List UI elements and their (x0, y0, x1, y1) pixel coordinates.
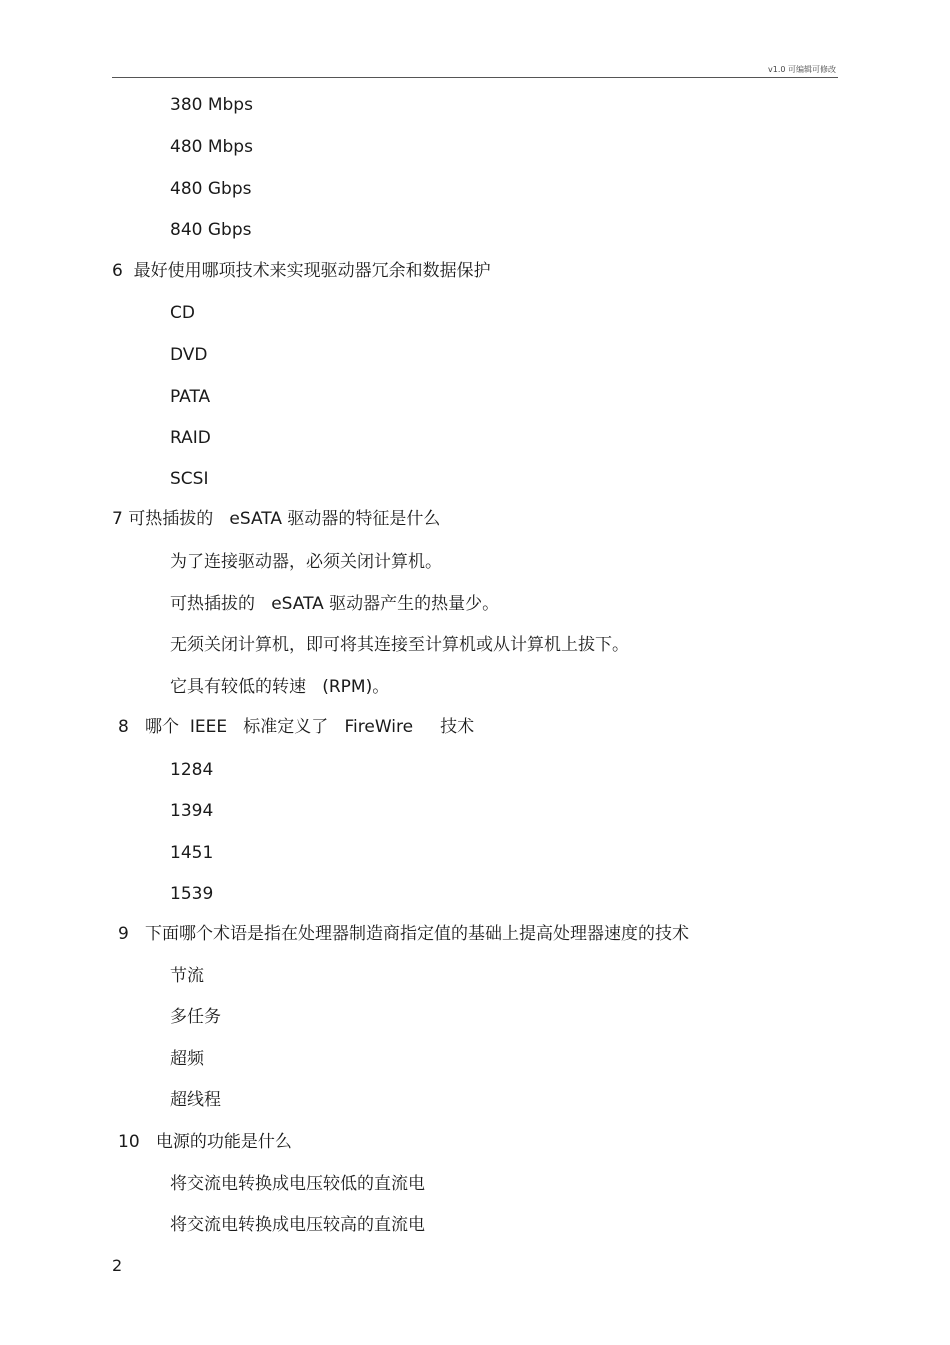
option-1284: 1284 (170, 760, 214, 780)
option-380-mbps: 380 Mbps (170, 95, 253, 115)
page-number: 2 (112, 1256, 123, 1275)
option-840-gbps: 840 Gbps (170, 220, 252, 240)
option-multitasking: 多任务 (170, 1007, 221, 1027)
option-throttling: 节流 (170, 966, 204, 986)
option-pata: PATA (170, 387, 211, 407)
option-7d: 它具有较低的转速 (RPM)。 (170, 677, 390, 697)
option-480-mbps: 480 Mbps (170, 137, 253, 157)
question-8: 8 哪个 IEEE 标准定义了 FireWire 技术 (118, 717, 475, 737)
option-10a: 将交流电转换成电压较低的直流电 (170, 1174, 425, 1194)
option-1451: 1451 (170, 843, 214, 863)
option-dvd: DVD (170, 345, 208, 365)
option-overclocking: 超频 (170, 1049, 204, 1069)
question-6: 6 最好使用哪项技术来实现驱动器冗余和数据保护 (112, 261, 491, 281)
question-9: 9 下面哪个术语是指在处理器制造商指定值的基础上提高处理器速度的技术 (118, 924, 690, 944)
question-10: 10 电源的功能是什么 (118, 1132, 292, 1152)
option-scsi: SCSI (170, 469, 209, 489)
header-version-text: v1.0 可编辑可修改 (768, 65, 836, 74)
option-raid: RAID (170, 428, 211, 448)
option-cd: CD (170, 303, 195, 323)
option-1539: 1539 (170, 884, 214, 904)
option-1394: 1394 (170, 801, 214, 821)
option-480-gbps: 480 Gbps (170, 179, 252, 199)
option-10b: 将交流电转换成电压较高的直流电 (170, 1215, 425, 1235)
page-header (112, 60, 838, 78)
option-7b: 可热插拔的 eSATA 驱动器产生的热量少。 (170, 594, 500, 614)
option-7c: 无须关闭计算机，即可将其连接至计算机或从计算机上拔下。 (170, 635, 629, 655)
question-7: 7 可热插拔的 eSATA 驱动器的特征是什么 (112, 509, 441, 529)
option-7a: 为了连接驱动器，必须关闭计算机。 (170, 552, 442, 572)
option-hyperthreading: 超线程 (170, 1090, 221, 1110)
